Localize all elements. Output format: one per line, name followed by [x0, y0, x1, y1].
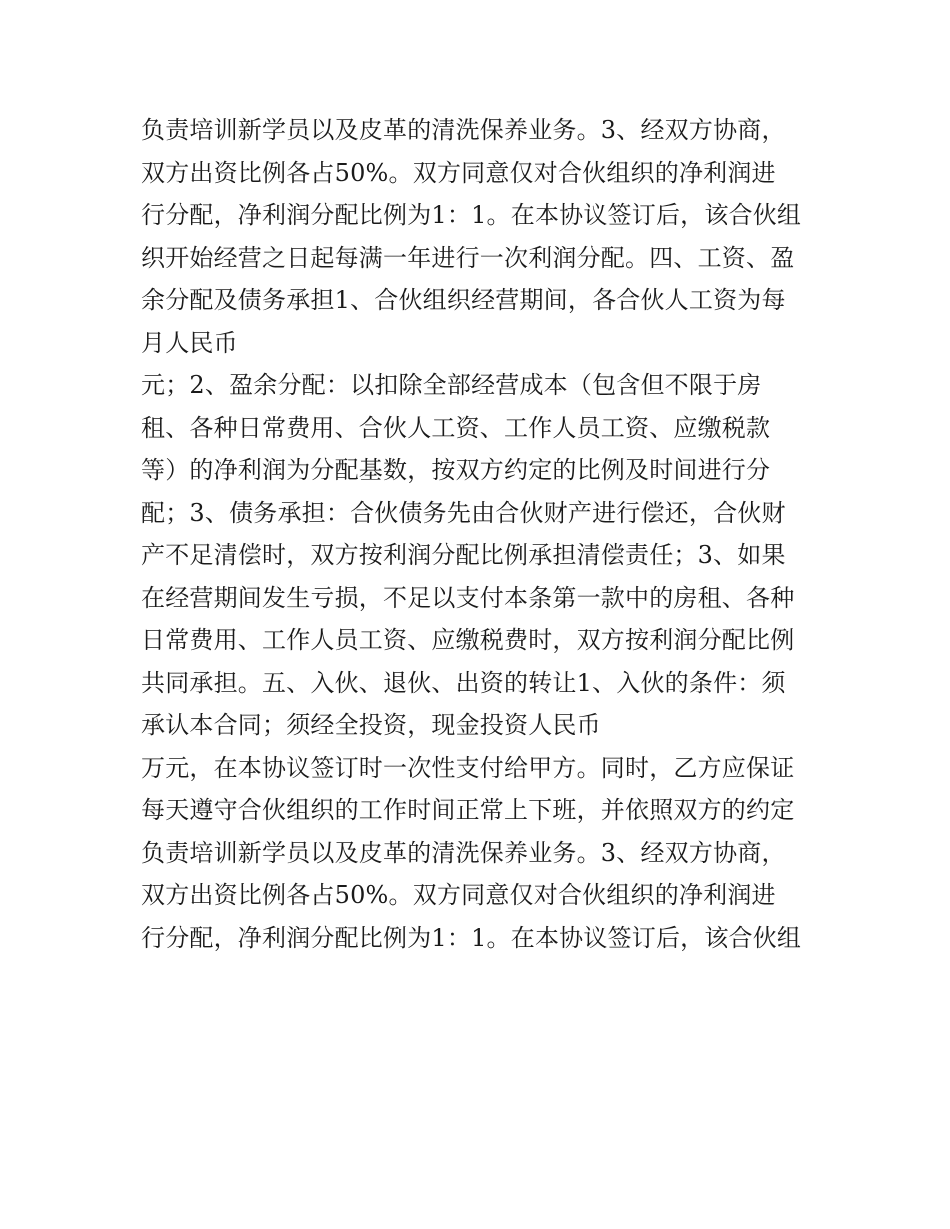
- text-line: 行分配，净利润分配比例为1：1。在本协议签订后，该合伙组: [141, 201, 802, 229]
- text-line: 行分配，净利润分配比例为1：1。在本协议签订后，该合伙组: [141, 923, 802, 952]
- text-line: 产不足清偿时，双方按利润分配比例承担清偿责任；3、如果: [141, 541, 786, 569]
- text-line: 配；3、债务承担：合伙债务先由合伙财产进行偿还，合伙财: [141, 498, 786, 527]
- text-line: 每天遵守合伙组织的工作时间正常上下班，并依照双方的约定: [141, 796, 795, 824]
- text-line: 双方出资比例各占50%。双方同意仅对合伙组织的净利润进: [141, 881, 776, 909]
- text-line: 元；2、盈余分配：以扣除全部经营成本（包含但不限于房: [141, 371, 762, 399]
- text-line: 万元，在本协议签订时一次性支付给甲方。同时，乙方应保证: [141, 753, 795, 782]
- text-line: 承认本合同；须经全投资，现金投资人民币: [141, 711, 601, 739]
- text-line: 日常费用、工作人员工资、应缴税费时，双方按利润分配比例: [141, 626, 795, 654]
- text-line: 等）的净利润为分配基数，按双方约定的比例及时间进行分: [141, 456, 771, 484]
- text-line: 在经营期间发生亏损，不足以支付本条第一款中的房租、各种: [141, 583, 795, 612]
- text-line: 共同承担。五、入伙、退伙、出资的转让1、入伙的条件：须: [141, 668, 786, 697]
- text-line: 负责培训新学员以及皮革的清洗保养业务。3、经双方协商，: [141, 116, 786, 144]
- text-line: 织开始经营之日起每满一年进行一次利润分配。四、工资、盈: [141, 243, 795, 272]
- text-line: 双方出资比例各占50%。双方同意仅对合伙组织的净利润进: [141, 158, 776, 187]
- text-line: 余分配及债务承担1、合伙组织经营期间，各合伙人工资为每: [141, 286, 786, 314]
- text-line: 负责培训新学员以及皮革的清洗保养业务。3、经双方协商，: [141, 838, 786, 867]
- body-text: [141, 109, 831, 959]
- text-line: 月人民币: [141, 328, 238, 357]
- text-line: 租、各种日常费用、合伙人工资、工作人员工资、应缴税款: [141, 413, 771, 442]
